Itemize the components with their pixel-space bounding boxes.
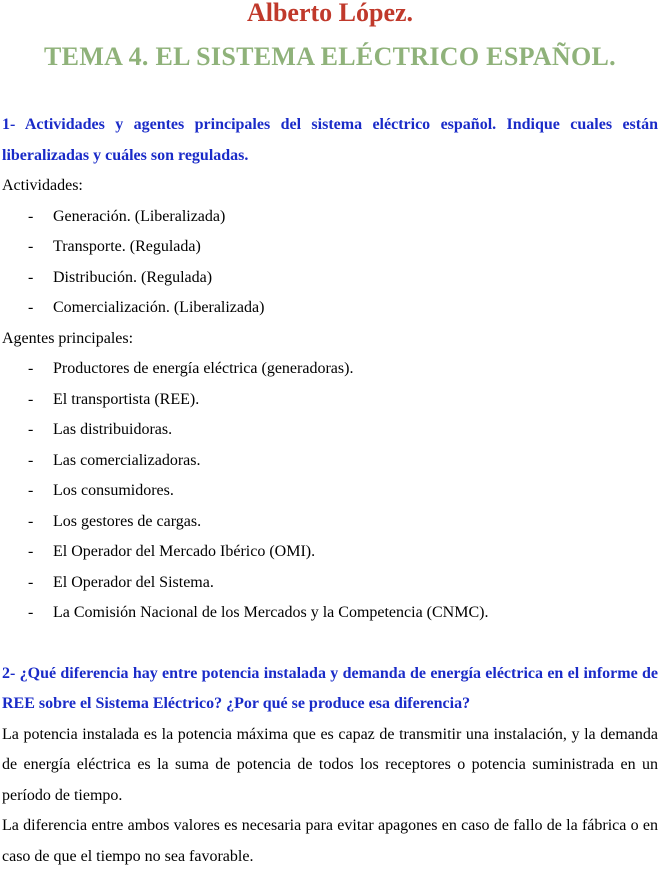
list-item-text: Los consumidores.: [53, 482, 174, 499]
dash-marker: -: [28, 390, 34, 408]
answer-paragraph: La potencia instalada es la potencia máxima que es capaz de transmitir una instalación, y la demanda de energía eléctrica es la suma de potencia de todos los receptores o potencia suministrada en un período de tiempo.: [2, 725, 658, 804]
list-item-text: Los gestores de cargas.: [53, 512, 202, 530]
list-item-text: Comercialización. (Liberalizada): [53, 299, 265, 316]
dash-marker: -: [28, 238, 34, 255]
list-item: [2, 293, 658, 324]
answer-paragraph: La diferencia entre ambos valores es necesaria para evitar apagones en caso de fallo de la fábrica o en caso de que el tiempo no sea favorable.: [2, 817, 658, 865]
list-item: [2, 415, 658, 446]
agents-label: Agentes principales:: [2, 329, 134, 347]
list-item: [2, 598, 658, 629]
list-item: [2, 232, 658, 263]
dash-marker: -: [28, 543, 34, 560]
list-item-text: Las distribuidoras.: [53, 421, 173, 438]
list-item: [2, 507, 658, 538]
dash-marker: -: [28, 482, 34, 499]
dash-marker: -: [28, 299, 34, 316]
activities-list: [2, 202, 658, 324]
author-name: Alberto López.: [246, 0, 414, 27]
list-item-text: Productores de energía eléctrica (generadoras).: [53, 360, 354, 377]
dash-marker: -: [28, 421, 34, 438]
list-item: [2, 202, 658, 233]
document-title: TEMA 4. EL SISTEMA ELÉCTRICO ESPAÑOL.: [44, 42, 616, 71]
dash-marker: -: [28, 360, 34, 377]
agents-list: [2, 354, 658, 629]
dash-marker: -: [28, 268, 34, 286]
list-item: [2, 263, 658, 294]
list-item: [2, 385, 658, 416]
list-item: [2, 446, 658, 477]
dash-marker: -: [28, 451, 34, 469]
activities-label: Actividades:: [2, 177, 83, 194]
dash-marker: -: [28, 573, 34, 591]
question-2-heading: 2- ¿Qué diferencia hay entre potencia instalada y demanda de energía eléctrica en el informe de REE sobre el Sistema Eléctrico? ¿Por qué se produce esa diferencia?: [2, 664, 658, 712]
list-item-text: El Operador del Sistema.: [53, 573, 214, 591]
dash-marker: -: [28, 207, 34, 225]
list-item: [2, 537, 658, 568]
list-item-text: La Comisión Nacional de los Mercados y la Competencia (CNMC).: [53, 604, 489, 621]
question-1-heading: 1- Actividades y agentes principales del sistema eléctrico español. Indique cuales están liberalizadas y cuáles son reguladas.: [2, 116, 658, 164]
dash-marker: -: [28, 604, 34, 621]
list-item-text: El Operador del Mercado Ibérico (OMI).: [53, 543, 316, 560]
list-item: [2, 354, 658, 385]
list-item-text: El transportista (REE).: [53, 390, 200, 408]
dash-marker: -: [28, 512, 34, 530]
list-item-text: Generación. (Liberalizada): [53, 207, 226, 225]
list-item: [2, 568, 658, 599]
list-item-text: Las comercializadoras.: [53, 451, 201, 469]
list-item: [2, 476, 658, 507]
list-item-text: Distribución. (Regulada): [53, 268, 213, 286]
list-item-text: Transporte. (Regulada): [53, 238, 201, 255]
